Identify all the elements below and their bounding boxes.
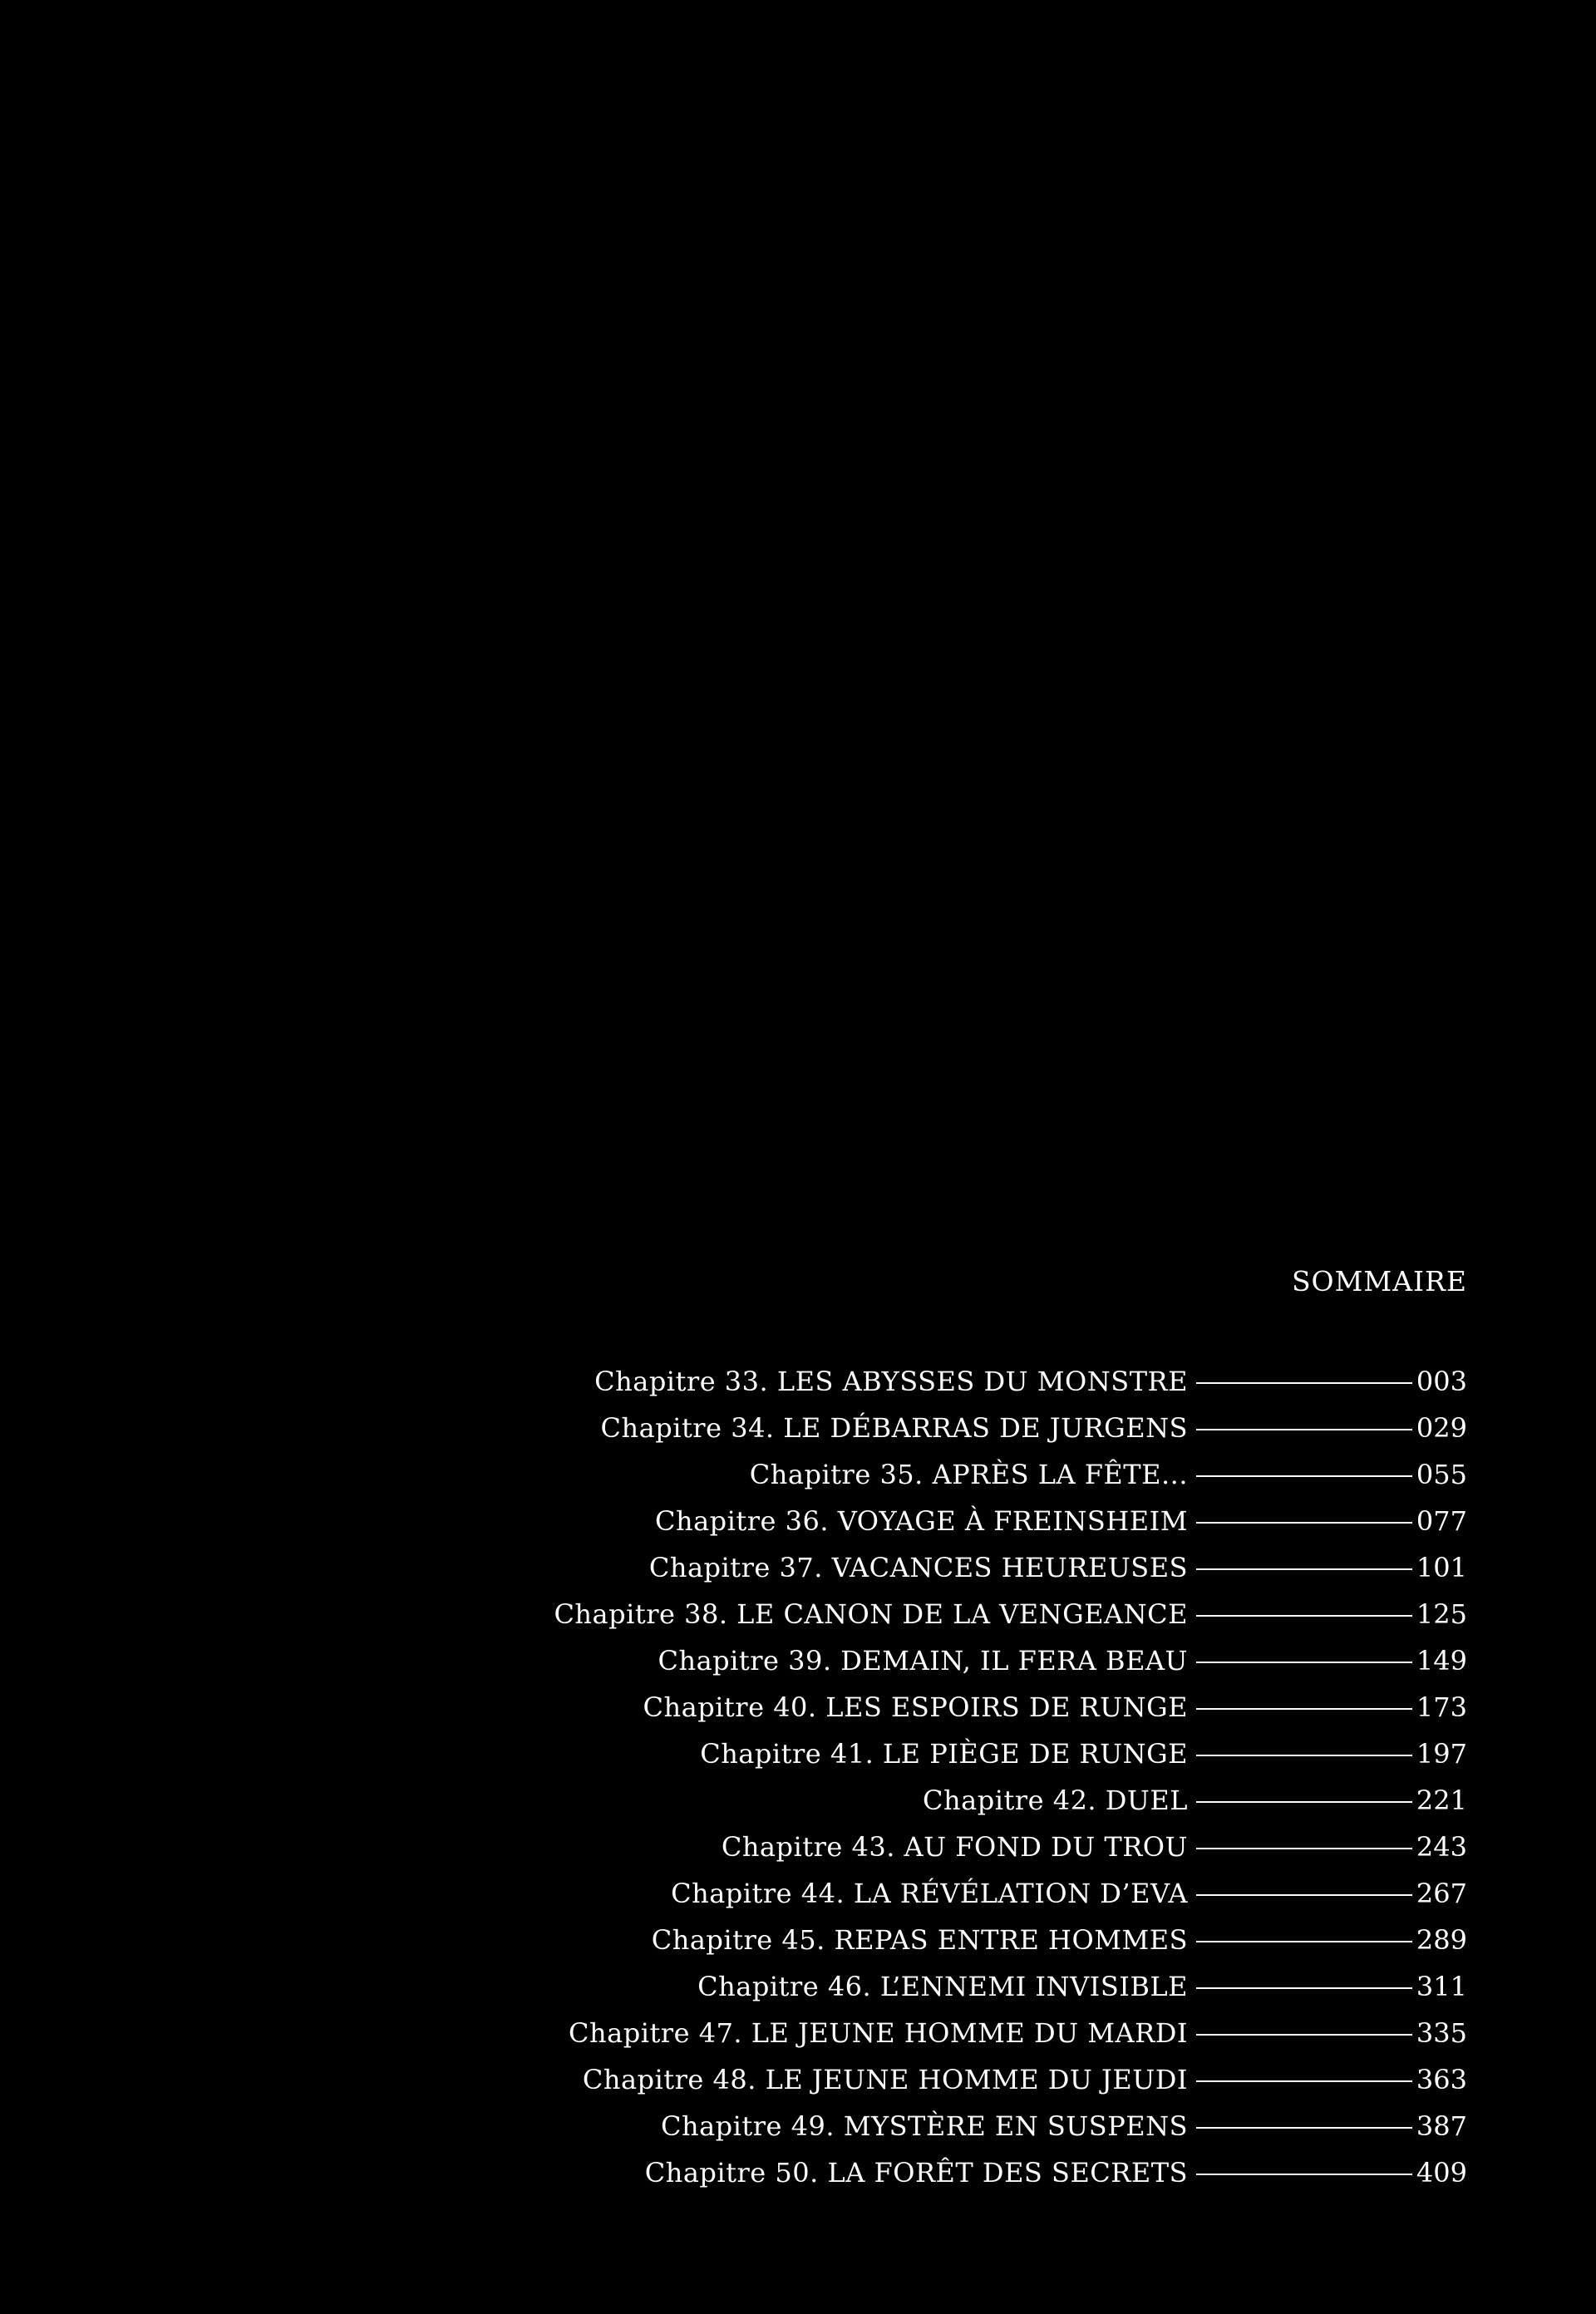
toc-entry: [137, 1870, 1467, 1917]
leader-line: [1196, 1801, 1412, 1803]
chapter-title: Chapitre 50. LA FORÊT DES SECRETS: [644, 2157, 1188, 2188]
page-number: 387: [1416, 2110, 1467, 2142]
leader-line: [1196, 1755, 1412, 1756]
chapter-title: Chapitre 48. LE JEUNE HOMME DU JEUDI: [582, 2064, 1188, 2095]
leader-line: [1196, 1848, 1412, 1849]
toc-entry: [137, 1824, 1467, 1870]
page-title: SOMMAIRE: [1291, 1265, 1467, 1297]
page-number: 311: [1416, 1971, 1467, 2002]
leader-line: [1196, 1708, 1412, 1710]
toc-entry: [137, 1358, 1467, 1405]
chapter-title: Chapitre 40. LES ESPOIRS DE RUNGE: [643, 1691, 1188, 1723]
chapter-title: Chapitre 47. LE JEUNE HOMME DU MARDI: [569, 2017, 1188, 2049]
page-number: 077: [1416, 1505, 1467, 1537]
page-number: 101: [1416, 1552, 1467, 1583]
toc-entry: [137, 1591, 1467, 1637]
leader-line: [1196, 1475, 1412, 1477]
page-number: 055: [1416, 1459, 1467, 1490]
page-number: 335: [1416, 2017, 1467, 2049]
page-number: 243: [1416, 1831, 1467, 1863]
toc-entry: [137, 1731, 1467, 1777]
toc-entry: [137, 1777, 1467, 1824]
leader-line: [1196, 2034, 1412, 2036]
toc-entry: [137, 1544, 1467, 1591]
chapter-title: Chapitre 37. VACANCES HEUREUSES: [648, 1552, 1188, 1583]
page-number: 289: [1416, 1924, 1467, 1956]
toc-entry: [137, 1963, 1467, 2010]
toc-entry: [137, 1917, 1467, 1963]
toc-entry: [137, 1451, 1467, 1498]
leader-line: [1196, 1382, 1412, 1384]
leader-line: [1196, 1894, 1412, 1896]
chapter-title: Chapitre 33. LES ABYSSES DU MONSTRE: [594, 1366, 1188, 1397]
leader-line: [1196, 1568, 1412, 1570]
page-number: 363: [1416, 2064, 1467, 2095]
page-number: 173: [1416, 1691, 1467, 1723]
leader-line: [1196, 2080, 1412, 2082]
table-of-contents: [137, 1358, 1467, 2196]
page-number: 003: [1416, 1366, 1467, 1397]
toc-entry: [137, 2010, 1467, 2056]
chapter-title: Chapitre 38. LE CANON DE LA VENGEANCE: [554, 1598, 1188, 1630]
toc-entry: [137, 1498, 1467, 1544]
leader-line: [1196, 2127, 1412, 2129]
leader-line: [1196, 1662, 1412, 1663]
page-number: 221: [1416, 1785, 1467, 1816]
chapter-title: Chapitre 34. LE DÉBARRAS DE JURGENS: [600, 1412, 1188, 1444]
toc-entry: [137, 1405, 1467, 1451]
leader-line: [1196, 1615, 1412, 1617]
leader-line: [1196, 1522, 1412, 1524]
leader-line: [1196, 1987, 1412, 1989]
toc-entry: [137, 1684, 1467, 1731]
toc-entry: [137, 2103, 1467, 2149]
page-number: 125: [1416, 1598, 1467, 1630]
chapter-title: Chapitre 49. MYSTÈRE EN SUSPENS: [660, 2110, 1188, 2142]
chapter-title: Chapitre 39. DEMAIN, IL FERA BEAU: [658, 1645, 1188, 1676]
chapter-title: Chapitre 44. LA RÉVÉLATION D’EVA: [671, 1878, 1188, 1909]
page-number: 029: [1416, 1412, 1467, 1444]
page-number: 267: [1416, 1878, 1467, 1909]
toc-entry: [137, 1637, 1467, 1684]
leader-line: [1196, 1429, 1412, 1430]
leader-line: [1196, 1941, 1412, 1942]
chapter-title: Chapitre 41. LE PIÈGE DE RUNGE: [700, 1738, 1188, 1770]
chapter-title: Chapitre 36. VOYAGE À FREINSHEIM: [654, 1505, 1188, 1537]
chapter-title: Chapitre 35. APRÈS LA FÊTE...: [749, 1459, 1188, 1490]
leader-line: [1196, 2174, 1412, 2175]
toc-entry: [137, 2056, 1467, 2103]
toc-entry: [137, 2149, 1467, 2196]
chapter-title: Chapitre 43. AU FOND DU TROU: [721, 1831, 1188, 1863]
page-number: 149: [1416, 1645, 1467, 1676]
chapter-title: Chapitre 46. L’ENNEMI INVISIBLE: [697, 1971, 1188, 2002]
chapter-title: Chapitre 45. REPAS ENTRE HOMMES: [651, 1924, 1188, 1956]
page-number: 409: [1416, 2157, 1467, 2188]
page-number: 197: [1416, 1738, 1467, 1770]
chapter-title: Chapitre 42. DUEL: [923, 1785, 1188, 1816]
